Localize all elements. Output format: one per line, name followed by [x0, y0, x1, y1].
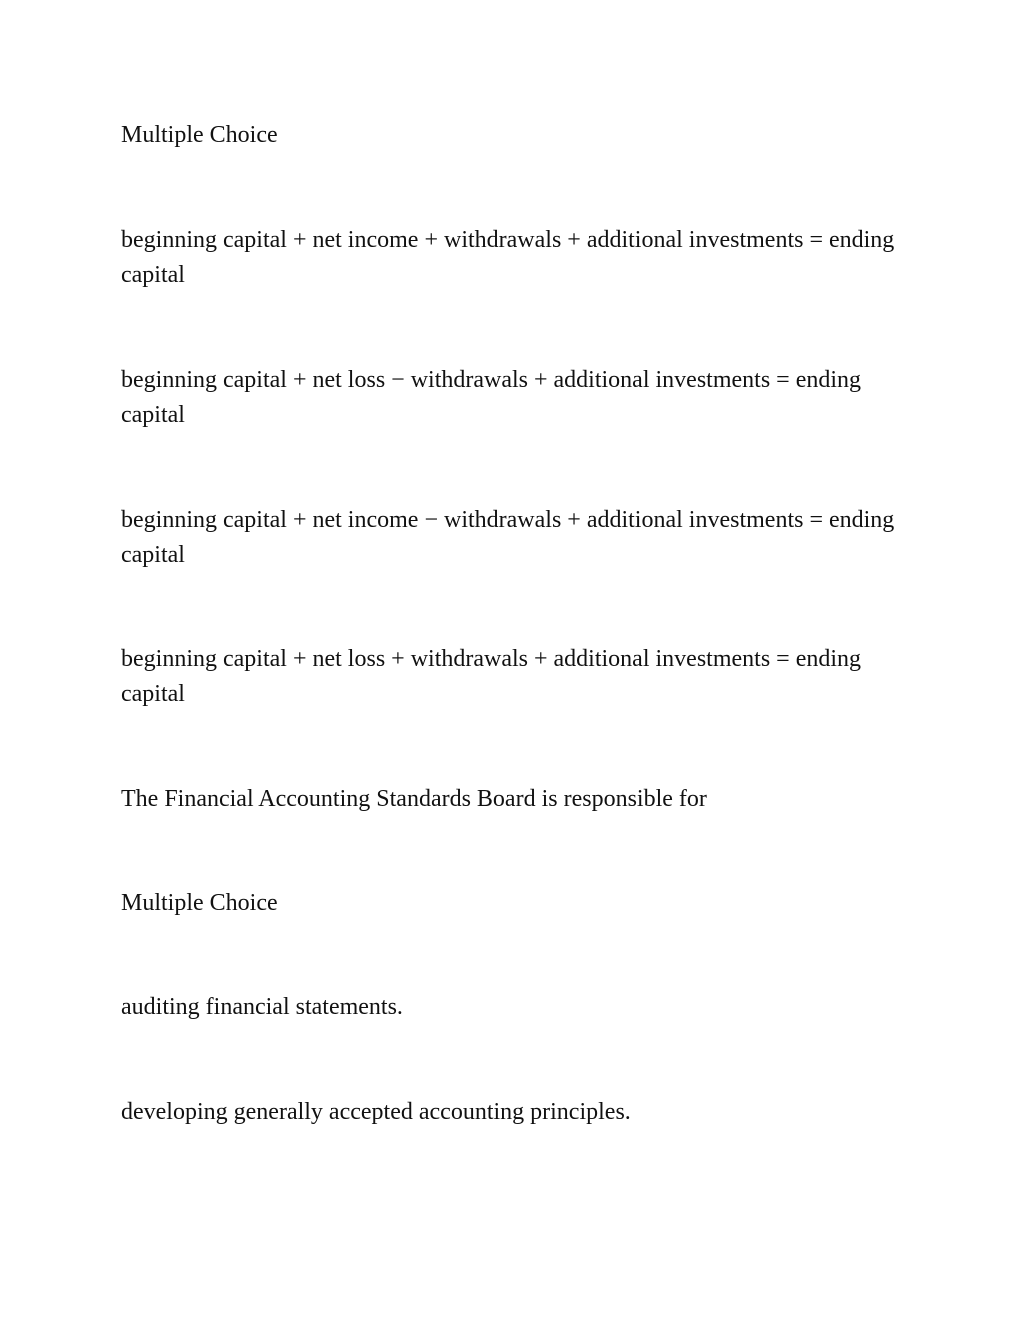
answer-option: beginning capital + net loss − withdrawals + additional investments = ending capital: [121, 367, 862, 428]
answer-option: beginning capital + net income − withdrawals + additional investments = ending capital: [121, 507, 895, 568]
section-heading: Multiple Choice: [121, 890, 278, 916]
answer-option: beginning capital + net income + withdrawals + additional investments = ending capital: [121, 227, 895, 288]
question-text: The Financial Accounting Standards Board is responsible for: [121, 786, 707, 812]
answer-option: developing generally accepted accounting principles.: [121, 1099, 631, 1125]
answer-option: auditing financial statements.: [121, 994, 403, 1020]
section-heading: Multiple Choice: [121, 122, 278, 148]
answer-option: beginning capital + net loss + withdrawals + additional investments = ending capital: [121, 646, 862, 707]
